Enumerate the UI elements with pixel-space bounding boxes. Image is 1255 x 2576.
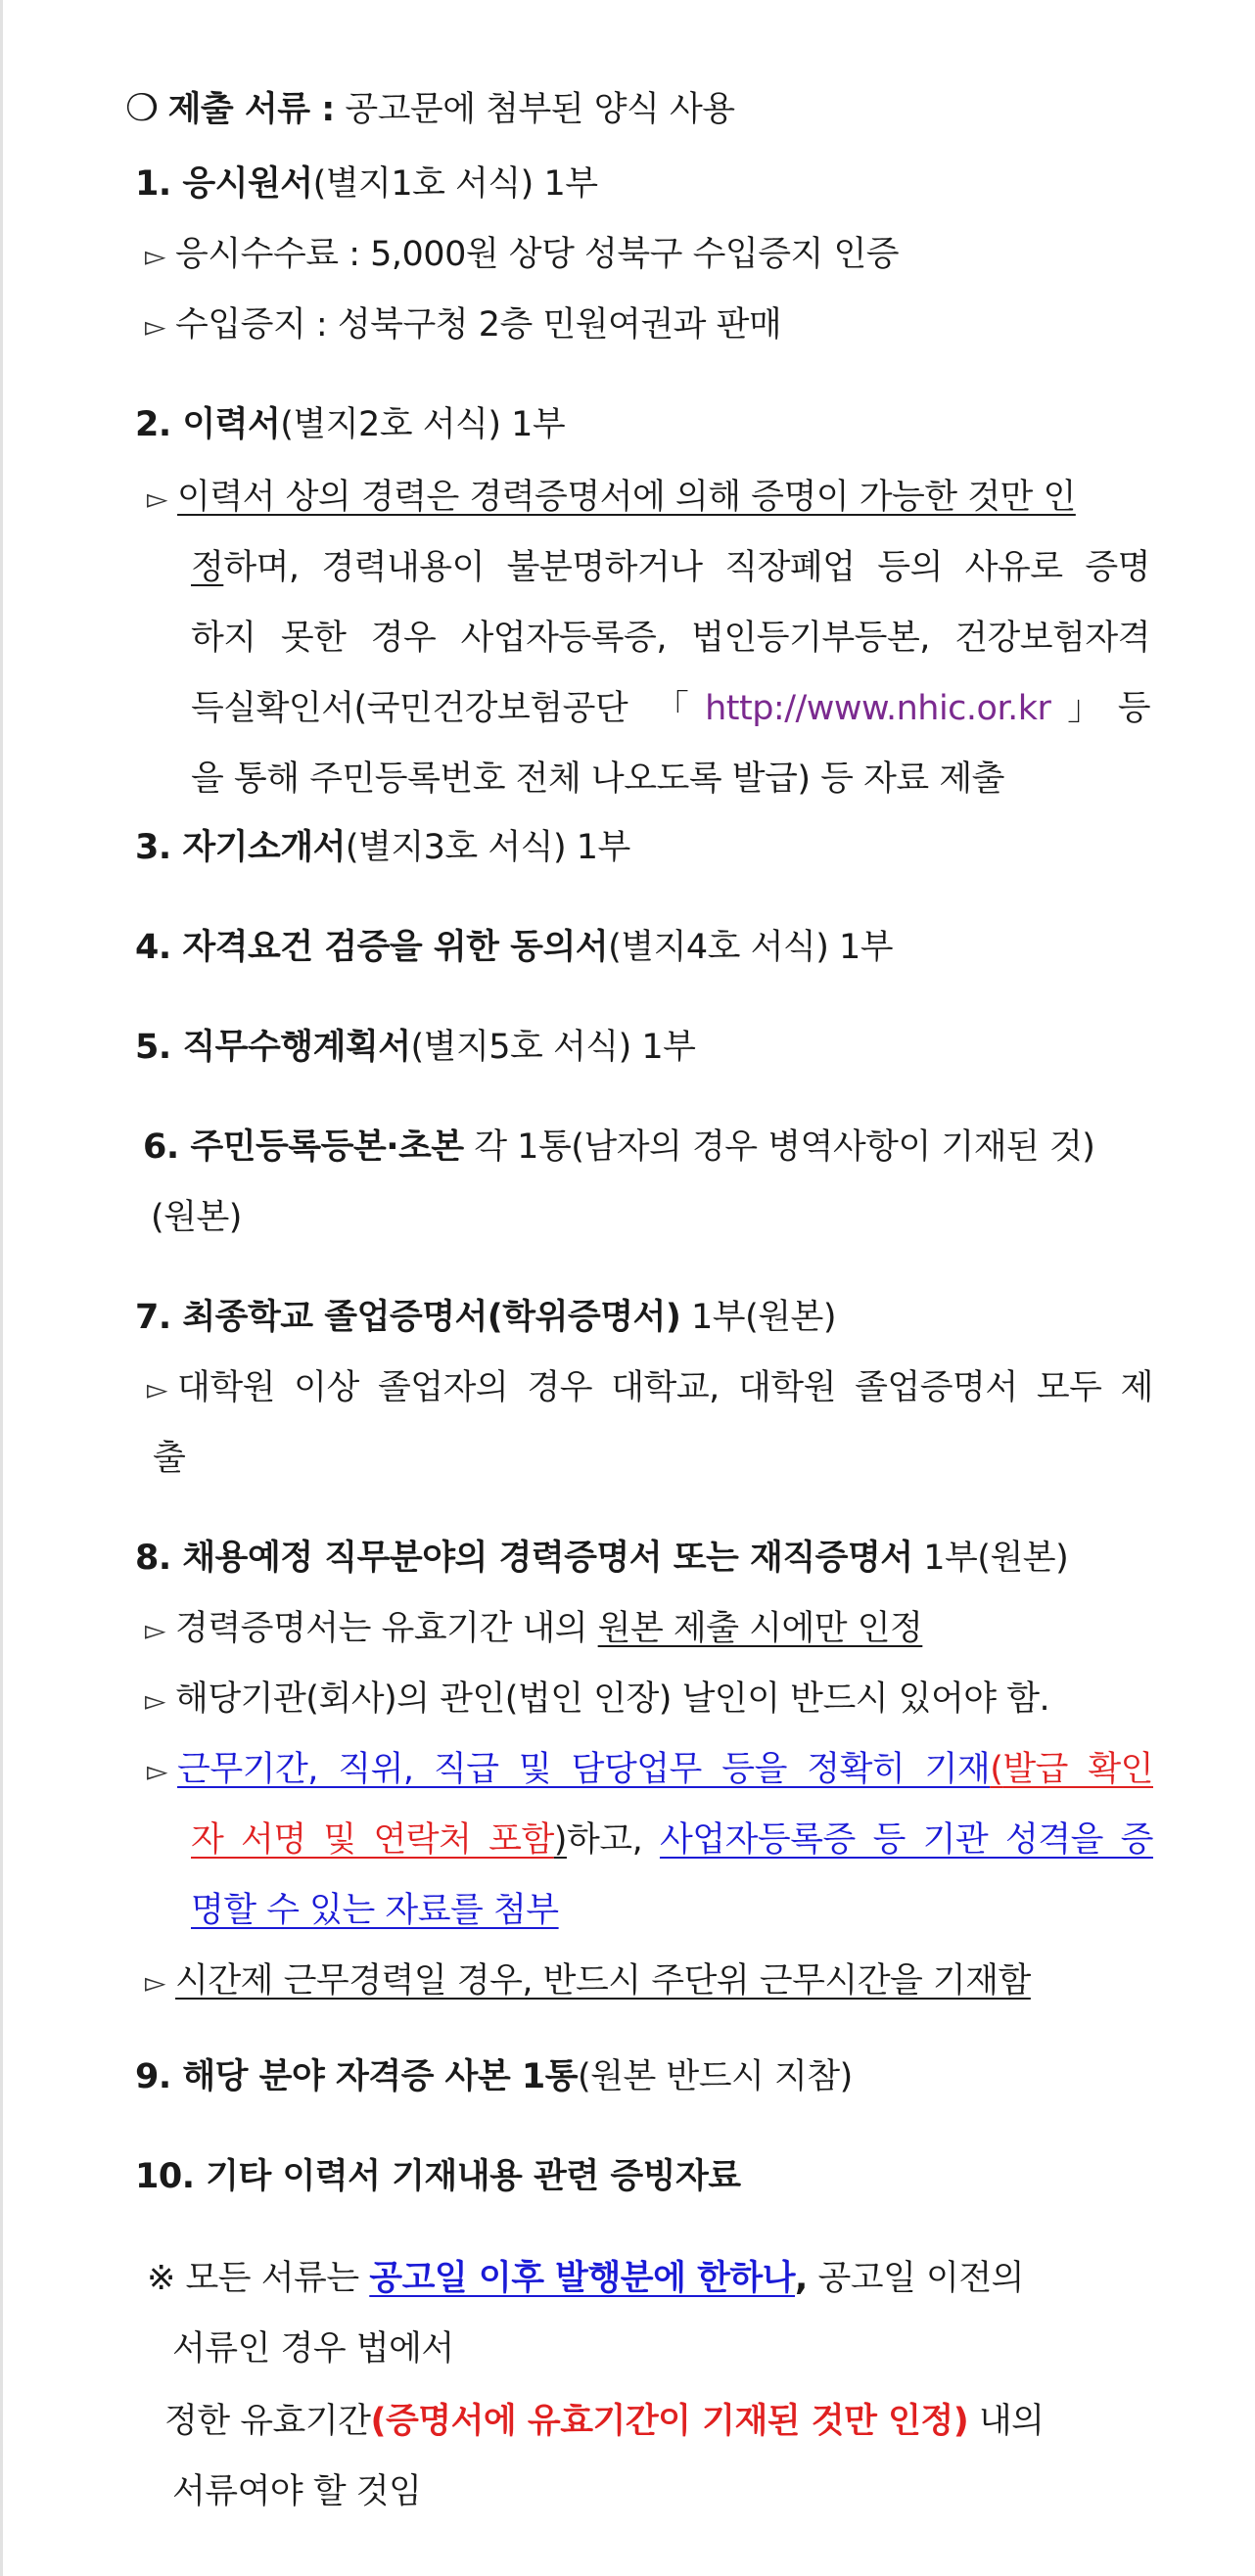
page-edge <box>0 0 3 2576</box>
item-3-detail: (별지3호 서식) 1부 <box>345 828 630 867</box>
pointer-icon: ▻ <box>145 240 166 272</box>
item-1-sub-fee <box>145 227 899 276</box>
item-2-para-text-3: 하지 못한 경우 사업자등록증, 법인등기부등본, 건강보험자격 <box>191 619 1150 658</box>
item-2-para-text-2: 하며, 경력내용이 불분명하거나 직장폐업 등의 사유로 증명 <box>223 548 1150 587</box>
item-9-title: 9. 해당 분야 자격증 사본 1통 <box>135 2057 579 2096</box>
item-6-title: 6. 주민등록등본·초본 <box>143 1127 464 1167</box>
note-line-3 <box>164 2394 1044 2443</box>
item-1-title: 1. 응시원서 <box>135 164 313 204</box>
item-2-para-line-1 <box>147 470 1076 519</box>
note-text-a: 모든 서류는 <box>174 2259 370 2298</box>
item-2-para-text-1: 이력서 상의 경력은 경력증명서에 의해 증명이 가능한 것만 인 <box>177 478 1076 517</box>
pointer-icon: ▻ <box>147 1755 168 1787</box>
circle-bullet-icon: ❍ <box>125 86 159 129</box>
item-2-para-line-4 <box>191 681 1150 730</box>
item-8-sub-3-blue-3: 명할 수 있는 자료를 첨부 <box>191 1891 559 1930</box>
note-text-l4: 서류여야 할 것임 <box>172 2472 422 2511</box>
section-header-label: 제출 서류 : <box>167 90 335 129</box>
item-9-detail: (원본 반드시 지참) <box>578 2057 853 2096</box>
item-8-sub-3-line-1 <box>147 1742 1153 1791</box>
pointer-icon: ▻ <box>145 310 166 343</box>
item-1-sub-stamp-text: 수입증지 : 성북구청 2층 민원여권과 판매 <box>175 305 782 345</box>
section-header-text: 공고문에 첨부된 양식 사용 <box>334 90 735 129</box>
note-emphasis-blue: 공고일 이후 발행분에 한하나 <box>369 2259 796 2298</box>
item-2-para-line-3 <box>191 611 1150 660</box>
item-8-sub-3-paren-close: ) <box>553 1820 567 1860</box>
item-9-heading <box>135 2049 853 2098</box>
item-8-sub-3-blue-2: 사업자등록증 등 기관 성격을 증 <box>659 1820 1153 1860</box>
pointer-icon: ▻ <box>145 1684 166 1717</box>
item-8-sub-3-line-2 <box>191 1813 1153 1862</box>
item-8-sub-3-line-3 <box>191 1883 559 1932</box>
item-8-sub-2-text: 해당기관(회사)의 관인(법인 인장) 날인이 반드시 있어야 함. <box>175 1679 1050 1719</box>
note-comma: , <box>795 2259 808 2298</box>
item-8-sub-4 <box>145 1954 1031 2002</box>
note-text-l2: 서류인 경우 법에서 <box>172 2329 454 2369</box>
item-4-heading <box>135 920 893 969</box>
pointer-icon: ▻ <box>145 1966 166 1999</box>
note-text-l3c: 내의 <box>968 2402 1045 2441</box>
item-8-sub-3-red: 발급 확인 <box>1002 1750 1153 1789</box>
note-text-l3a: 정한 유효기간 <box>164 2402 371 2441</box>
item-7-detail: 1부(원본) <box>680 1298 836 1337</box>
item-6-detail: 각 1통(남자의 경우 병역사항이 기재된 것) <box>463 1127 1095 1167</box>
item-5-detail: (별지5호 서식) 1부 <box>410 1028 696 1067</box>
item-8-sub-1-underlined: 원본 제출 시에만 인정 <box>597 1609 923 1648</box>
item-2-para-underlined: 정 <box>191 548 224 587</box>
item-2-para-line-5 <box>191 752 1004 801</box>
item-8-detail: 1부(원본) <box>912 1539 1069 1578</box>
item-8-sub-4-text: 시간제 근무경력일 경우, 반드시 주단위 근무시간을 기재함 <box>175 1961 1031 2001</box>
pointer-icon: ▻ <box>147 1373 168 1405</box>
item-7-sub <box>147 1360 1153 1409</box>
note-line-1 <box>147 2251 1024 2300</box>
nhic-link[interactable]: http://www.nhic.or.kr <box>705 689 1051 728</box>
item-1-sub-stamp <box>145 298 781 346</box>
item-10-title: 10. 기타 이력서 기재내용 관련 증빙자료 <box>135 2157 741 2196</box>
item-8-sub-3-red-2: 자 서명 및 연락처 포함 <box>191 1820 554 1860</box>
item-8-sub-3-text: 하고, <box>566 1820 660 1860</box>
item-3-heading <box>135 820 630 869</box>
item-8-sub-1-text: 경력증명서는 유효기간 내의 <box>175 1609 598 1648</box>
pointer-icon: ▻ <box>145 1614 166 1646</box>
item-8-sub-3-paren-open: ( <box>990 1750 1003 1789</box>
item-1-sub-fee-text: 응시수수료 : 5,000원 상당 성북구 수입증지 인증 <box>175 235 900 274</box>
reference-mark-icon: ※ <box>147 2259 175 2298</box>
item-2-title: 2. 이력서 <box>135 405 281 444</box>
item-1-detail: (별지1호 서식) 1부 <box>312 164 598 204</box>
note-emphasis-red: (증명서에 유효기간이 기재된 것만 인정) <box>370 2402 969 2441</box>
item-6-heading <box>143 1120 1094 1169</box>
item-7-sub-text: 대학원 이상 졸업자의 경우 대학교, 대학원 졸업증명서 모두 제 <box>177 1368 1153 1407</box>
item-2-para-text-4b: 」등 <box>1050 689 1150 728</box>
item-7-title: 7. 최종학교 졸업증명서(학위증명서) <box>135 1298 681 1337</box>
item-8-sub-2 <box>145 1672 1049 1721</box>
item-8-sub-3-blue: 근무기간, 직위, 직급 및 담당업무 등을 정확히 기재 <box>177 1750 991 1789</box>
item-2-para-text-4: 득실확인서(국민건강보험공단 「 <box>191 689 706 728</box>
item-6-cont-text: (원본) <box>151 1198 242 1237</box>
item-8-heading <box>135 1531 1068 1580</box>
item-7-sub-cont <box>153 1431 185 1480</box>
item-5-heading <box>135 1020 695 1069</box>
item-2-para-text-5: 을 통해 주민등록번호 전체 나오도록 발급) 등 자료 제출 <box>191 759 1004 799</box>
item-4-title: 4. 자격요건 검증을 위한 동의서 <box>135 928 609 967</box>
item-8-sub-1 <box>145 1601 922 1650</box>
item-10-heading <box>135 2149 741 2198</box>
pointer-icon: ▻ <box>147 483 168 515</box>
item-7-heading <box>135 1290 836 1339</box>
item-4-detail: (별지4호 서식) 1부 <box>608 928 894 967</box>
section-header <box>125 82 735 131</box>
item-5-title: 5. 직무수행계획서 <box>135 1028 411 1067</box>
item-2-detail: (별지2호 서식) 1부 <box>280 405 566 444</box>
note-line-2 <box>172 2322 454 2370</box>
item-6-continuation <box>151 1190 242 1239</box>
item-3-title: 3. 자기소개서 <box>135 828 346 867</box>
item-1-heading <box>135 157 598 206</box>
note-text-d: 공고일 이전의 <box>807 2259 1024 2298</box>
note-line-4 <box>172 2464 421 2513</box>
item-8-title: 8. 채용예정 직무분야의 경력증명서 또는 재직증명서 <box>135 1539 913 1578</box>
item-2-para-line-2 <box>191 540 1150 589</box>
item-7-sub-cont-text: 출 <box>153 1439 186 1478</box>
item-2-heading <box>135 397 565 446</box>
